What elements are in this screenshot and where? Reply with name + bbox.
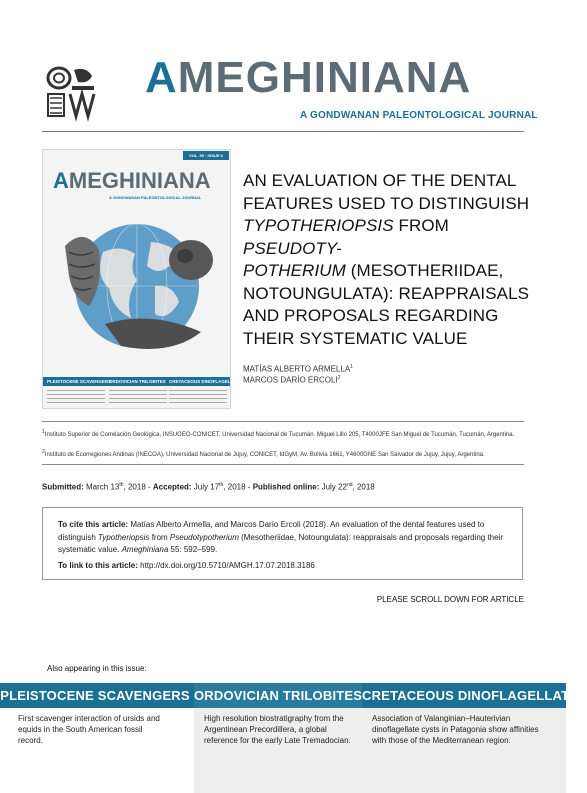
journal-title: AMEGHINIANA [145, 53, 472, 102]
doi-link[interactable]: http://dx.doi.org/10.5710/AMGH.17.07.2018.3186 [137, 561, 315, 570]
citation-box [42, 507, 523, 580]
header-divider [42, 131, 524, 132]
cover-fine-print [109, 390, 167, 404]
publication-dates: Submitted: March 13th, 2018 - Accepted: July 17th, 2018 - Published online: July 22nd, 2018 [42, 482, 375, 492]
cover-section-label: CRETACEOUS DINOFLAGELLATES [169, 379, 246, 384]
author-name: MARCOS DARÍO ERCOLI$^2$ [243, 375, 341, 385]
cover-globe-fossils-illustration [51, 206, 223, 366]
cover-section-label: ORDOVICIAN TRILOBITES [109, 379, 166, 384]
feature-panel [362, 708, 566, 793]
also-appearing-label: Also appearing in this issue: [47, 664, 147, 673]
section-divider [42, 421, 524, 422]
cover-fine-print [47, 390, 105, 404]
doi-link-line: To link to this article: http://dx.doi.org/10.5710/AMGH.17.07.2018.3186 [58, 561, 315, 570]
cover-section-bar [43, 377, 246, 386]
feature-panel [0, 708, 190, 793]
feature-summary: Association of Valanginian–Hauterivian dinoflagellate cysts in Patagonia show affinities with those of the Mediterranean region. [372, 714, 539, 745]
article-title: AN EVALUATION OF THE DENTAL FEATURES USED TO DISTINGUISH TYPOTHERIOPSIS FROM PSEUDOTY- POTHERIUM (MESOTHERIIDAE, NOTOUNGULATA): REAPPRAISALS AND PROPOSALS REGARDING THEIR SYSTEMATIC VALUE [243, 171, 530, 348]
cover-issue-badge: VOL. 55 · ISSUE 6 [183, 151, 229, 160]
feature-summary: High resolution biostratigraphy from the Argentinean Precordillera, a global reference for the early Late Tremadocian. [204, 714, 351, 745]
feature-panel [194, 708, 362, 793]
cover-fine-print [169, 390, 227, 404]
journal-subtitle: A GONDWANAN PALEONTOLOGICAL JOURNAL [300, 110, 538, 121]
affiliation-2: $^2$Instituto de Ecorregiones Andinas (INECOA), Universidad Nacional de Jujuy, CONICET, IdGyM, Av. Bolivia 1661, Y4600GNE San Salvador de Jujuy, Jujuy, Argentina. [42, 449, 485, 458]
scroll-down-note: PLEASE SCROLL DOWN FOR ARTICLE [376, 595, 524, 604]
issue-cover-image [42, 149, 246, 409]
feature-heading: ORDOVICIAN TRILOBITES [194, 688, 363, 703]
cover-title: AMEGHINIANA [53, 168, 211, 193]
cover-section-label: PLEISTOCENE SCAVENGERS [47, 379, 112, 384]
feature-heading: CRETACEOUS DINOFLAGELLATES [362, 688, 587, 703]
author-name: MATÍAS ALBERTO ARMELLA$^1$ [243, 364, 353, 374]
feature-summary: First scavenger interaction of ursids and equids in the South American fossil record. [18, 714, 160, 745]
feature-heading: PLEISTOCENE SCAVENGERS [0, 688, 190, 703]
affiliation-1: $^1$Instituto Superior de Correlación Geológica, INSUGEO-CONICET. Universidad Nacional de Tucumán. Miguel Lillo 205, T4000JFE San Miguel de Tucumán, Tucumán, Argentina. [42, 429, 515, 438]
cover-subtitle: A GONDWANAN PALEONTOLOGICAL JOURNAL [109, 195, 202, 200]
journal-logo-icon [44, 64, 96, 118]
citation-text: To cite this article: Matías Alberto Armella, and Marcos Darío Ercoli (2018). An evaluation of the dental features used to distinguish Typotheriopsis from Pseudotypotherium (Mesotheriidae, Notoungulata): reappraisals and proposals regarding their systematic value. Ameghiniana 55: 592–599. [58, 520, 504, 554]
section-divider [42, 464, 524, 465]
